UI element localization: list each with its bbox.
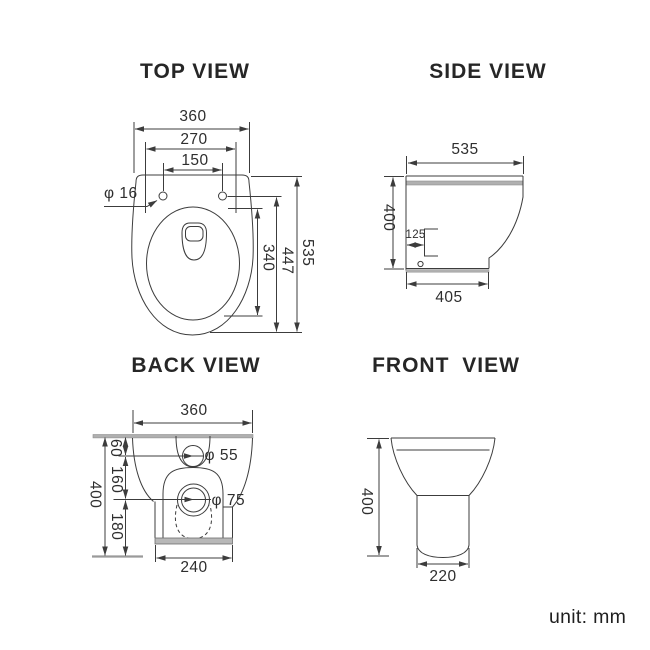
back-view-base-width-dim: 240 bbox=[180, 559, 208, 576]
back-view-width-dim: 360 bbox=[180, 402, 208, 419]
unit-note: unit: mm bbox=[549, 606, 627, 628]
top-view-bowl-length-dim: 340 bbox=[259, 244, 277, 272]
top-view-hole-diameter-dim: φ 16 bbox=[104, 185, 138, 202]
front-view-base-width-dim: 220 bbox=[429, 568, 457, 585]
front-view-drawing bbox=[367, 438, 495, 568]
back-view-height-dim: 400 bbox=[86, 481, 104, 509]
top-view-hinge-to-front-dim: 447 bbox=[278, 247, 296, 275]
top-view-title: TOP VIEW bbox=[140, 60, 250, 83]
top-view-length-dim: 535 bbox=[298, 239, 316, 267]
side-view-height-dim: 400 bbox=[379, 204, 397, 232]
side-view-base-length-dim: 405 bbox=[435, 289, 463, 306]
top-view-hinge-span-dim: 270 bbox=[180, 130, 208, 148]
side-view-title: SIDE VIEW bbox=[429, 60, 547, 83]
back-view-inlet-diameter-dim: φ 55 bbox=[204, 447, 239, 464]
top-view-hole-spacing-dim: 150 bbox=[181, 151, 209, 169]
back-view-inlet-to-outlet-dim: 160 bbox=[107, 466, 125, 494]
top-view-width-dim: 360 bbox=[179, 108, 207, 125]
side-view-drawing bbox=[384, 156, 524, 289]
side-view-fixing-offset-dim: 125 bbox=[405, 228, 426, 241]
back-view-outlet-diameter-dim: φ 75 bbox=[211, 492, 246, 509]
front-view-height-dim: 400 bbox=[357, 488, 375, 516]
back-view-top-to-inlet-dim: 60 bbox=[106, 439, 124, 458]
back-view-outlet-to-floor-dim: 180 bbox=[107, 513, 125, 541]
side-view-length-dim: 535 bbox=[451, 141, 479, 158]
back-view-title: BACK VIEW bbox=[131, 354, 261, 377]
front-view-title: FRONT VIEW bbox=[372, 354, 520, 377]
